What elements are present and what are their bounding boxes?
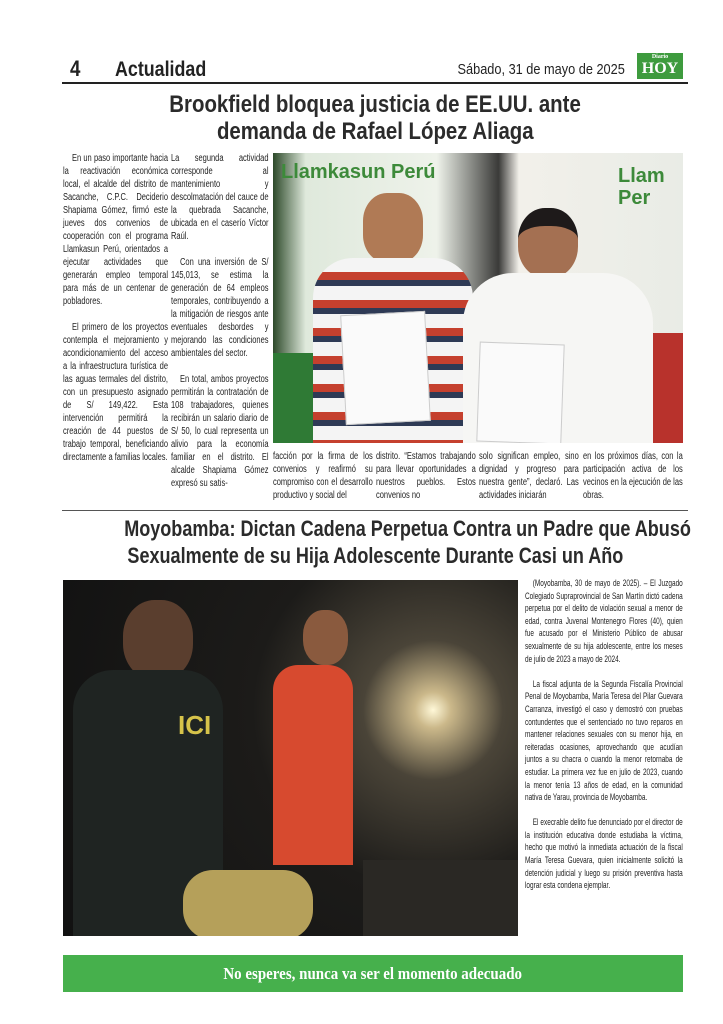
vest-label: ICI xyxy=(178,710,212,740)
article1-bottom-column-4: en los próximos días, con la participación activa de los vecinos en la ejecución de las obras. xyxy=(583,451,683,501)
article2-text: (Moyobamba, 30 de mayo de 2025). – El Juzgado Colegiado Supraprovincial de San Martín dictó cadena perpetua por el delito de violación sexual a menor de edad, contra Juvenal Montenegro Flores (40), quien fue acusado por el Ministerio Público de abusar sexualmente de su hija adolescente, entre los meses de julio de 2023 a mayo de 2024. La fiscal adjunta de la Segunda Fiscalía Provincial Penal de Moyobamba, María Teresa del Pilar Guevara Carranza, investigó el caso y demostró con pruebas contundentes que el sentenciado no tuvo reparos en mantener relaciones sexuales con su menor hija, en reiteradas ocasiones, aprovechando que acudían juntos a su chacra o cuando la menor retornaba de estudiar. La primera vez fue en julio de 2023, cuando la menor tenía 13 años de edad, en la comunidad nativa de Yarau, provincia de Moyobamba. El execrable delito fue denunciado por el director de la institución educativa donde estudiaba la víctima, hecho que motivó la inmediata actuación de la fiscal María Teresa Guevara, quien inicialmente solicitó la detención judicial y luego su prisión preventiva hasta lograr esta condena ejemplar. xyxy=(525,578,683,892)
page-number: 4 xyxy=(70,56,81,81)
person-head xyxy=(303,610,348,665)
person-1-head xyxy=(363,193,423,263)
photo-banner-right: Llam Per xyxy=(618,165,665,209)
officer-head xyxy=(123,600,193,680)
signed-document-1 xyxy=(340,311,431,425)
section-title: Actualidad xyxy=(115,58,207,81)
signed-document-2 xyxy=(476,342,564,443)
person-2-head xyxy=(518,208,578,278)
article1-bottom-column-2: distrito. “Estamos trabajando para llevar oportunidades a nuestros pueblos. Estos convenios no xyxy=(376,451,476,501)
article-divider xyxy=(62,510,688,511)
header-rule xyxy=(62,82,688,84)
person-red-shirt xyxy=(273,665,353,865)
slogan-banner: No esperes, nunca va ser el momento adecuado xyxy=(63,955,683,992)
article1-bottom-column-3: solo significan empleo, sino dignidad y progreso para nuestra gente”, declaró. Las actividades iniciarán xyxy=(479,451,579,501)
article1-photo xyxy=(273,153,683,443)
article2-photo xyxy=(63,580,518,936)
article1-headline: Brookfield bloquea justicia de EE.UU. ante demanda de Rafael López Aliaga xyxy=(169,91,581,145)
article1-column-1: En un paso importante hacia la reactivación económica local, el alcalde del distrito de Sacanche, C.P.C. Deciderio Shapiama Gómez, firmó este jueves dos convenios de cooperación con el programa Llamkasun Perú, orientados a ejecutar actividades que generarán empleo temporal para más de un centenar de pobladores. El primero de los proyectos contempla el mejoramiento y acondicionamiento del acceso a la infraestructura turística de las aguas termales del distrito, con un presupuesto asignado de S/ 149,422. Esta intervención permitirá la creación de 44 puestos de trabajo temporal, beneficiando directamente a familias locales. xyxy=(63,153,168,463)
article1-column-2: La segunda actividad corresponde al mantenimiento y descolmatación del cauce de la quebrada Sacanche, ubicada en el caserío Víctor Raúl. Con una inversión de S/ 145,013, se estima la generación de 64 empleos temporales, contribuyendo a la mitigación de riesgos ante eventuales desbordes y mejorando las condiciones ambientales del sector. En total, ambos proyectos permitirán la contratación de 108 trabajadores, quienes recibirán un salario diario de S/ 50, lo cual representa un alivio para la economía familiar en el distrito. El alcalde Shapiama Gómez expresó su satis- xyxy=(171,153,269,489)
newspaper-logo: Diario HOY xyxy=(637,53,683,79)
article1-bottom-column-1: facción por la firma de los convenios y reafirmó su compromiso con el desarrollo productivo y social del xyxy=(273,451,373,501)
article2-headline: Moyobamba: Dictan Cadena Perpetua Contra un Padre que Abusó Sexualmente de su Hija Adolescente Durante Casi un Año xyxy=(124,516,691,568)
cloth-pile xyxy=(183,870,313,936)
photo-banner-left: Llamkasun Perú xyxy=(281,161,436,183)
issue-date: Sábado, 31 de mayo de 2025 xyxy=(457,61,625,78)
